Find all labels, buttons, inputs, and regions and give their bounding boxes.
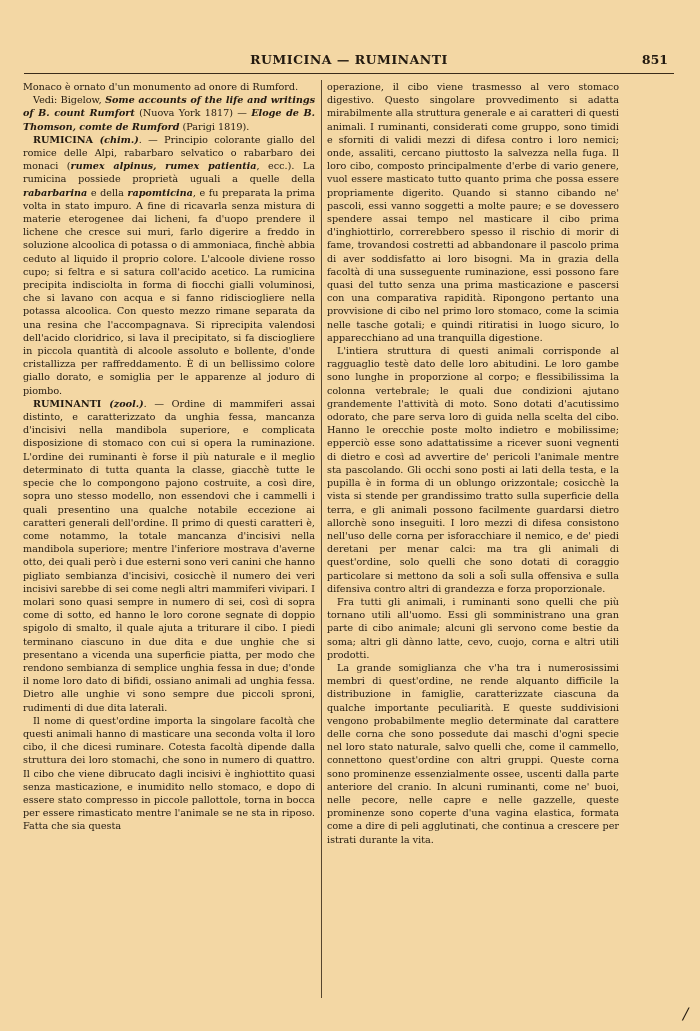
entry-tag: (chim.)	[92, 134, 139, 146]
paragraph: La grande somiglianza che v'ha tra i numerosissimi membri di quest'ordine, ne rende alquanto difficile la distribuzione in famiglie, caratterizzate ciascuna da qualche importante peculiarità. E queste suddivisioni vengono probabilmente meglio determinate dal carattere delle corna che sono possedute dai maschi d'ogni specie nel loro stato naturale, salvo quelli che, come il cammello, connettono quest'ordine con altri gruppi. Queste corna sono prominenze essenzialmente ossee, uscenti dalla parte anteriore del cranio. In alcuni ruminanti, come ne' buoi, nelle pecore, nelle capre e nelle gazzelle, queste prominenze sono coperte d'una vagina elastica, formata come a dire di peli agglutinati, che continua a crescere per istrati durante la vita.	[327, 662, 619, 846]
entry-tag: (zool.)	[101, 398, 144, 410]
header-rule	[24, 73, 674, 74]
entry-term: RUMICINA	[33, 134, 93, 146]
page-number: 851	[641, 52, 668, 67]
paragraph: Il nome di quest'ordine importa la singolare facoltà che questi animali hanno di masticare una seconda volta il loro cibo, il che dicesi ruminare. Cotesta facoltà dipende dalla struttura dei loro stomachi, che sono in numero di quattro. Il cibo che viene dibrucato dagli incisivi è inghiottito quasi senza masticazione, e inumidito nello stomaco, e dopo di essere stato compresso in piccole pallottole, torna in bocca per essere rimasticato mentre l'animale se ne sta in riposo. Fatta che sia questa	[23, 715, 315, 833]
right-column	[327, 81, 619, 847]
column-divider	[321, 80, 322, 998]
page-header	[24, 52, 674, 72]
margin-mark: /	[683, 1004, 689, 1023]
running-title: RUMICINA — RUMINANTI	[250, 52, 448, 67]
paragraph: L'intiera struttura di questi animali corrisponde al ragguaglio testè dato delle loro abitudini. Le loro gambe sono lunghe in proporzione al corpo; e flessibilissima la colonna vertebrale; le quali due condizioni ajutano grandemente l'attività di moto. Sono dotati d'acutissimo odorato, che pare serva loro di guida nella scelta del cibo. Hanno le orecchie poste molto indietro e mobilissime; epperciò esse sono adattatissime a ricever suoni vegnenti di dietro e così ad avvertire de' pericoli l'animale mentre sta pascolando. Gli occhi sono posti ai lati della testa, e la pupilla è in forma di un oblungo orizzontale; cosicchè la vista si stende per grandissimo tratto sulla superficie della terra, e gli animali possono facilmente guardarsi dietro allorchè sono inseguiti. I loro mezzi di difesa consistono nell'uso delle corna per isforacchiare il nemico, e de' piedi deretani per menar calci: ma tra gli animali di quest'ordine, solo quelli che sono dotati di coraggio particolare si mettono da soli a sol̄i sulla offensiva e sulla difensiva contro altri di grandezza e forza proporzionale.	[327, 346, 619, 595]
reference-paragraph: Vedi: Bigelow, Some accounts of the life and writings of B. count Rumfort (Nuova York 1817) — Eloge de B. Thomson, comte de Rumford (Parigi 1819).	[23, 95, 315, 133]
paragraph: operazione, il cibo viene trasmesso al vero stomaco digestivo. Questo singolare provvedimento si adatta mirabilmente alla struttura generale e ai caratteri di questi animali. I ruminanti, considerati come gruppo, sono timidi e sforniti di validi mezzi di difesa contro i loro nemici; onde, assaliti, cercano piuttosto la salvezza nella fuga. Il loro cibo, composto principalmente d'erbe di vario genere, vuol essere masticato tutto quanto prima che possa essere propriamente digerito. Quando si stanno cibando ne' pascoli, essi vanno soggetti a molte paure; e se dovessero spendere assai tempo nel masticare il cibo prima d'inghiottirlo, correrebbero spesso il rischio di morir di fame, trovandosi costretti ad abbandonare il pascolo prima di aver soddisfatto ai loro bisogni. Ma in grazia della facoltà di una susseguente ruminazione, essi possono fare quasi del tutto senza una prima masticazione e pascersi con una comparativa rapidità. Ripongono pertanto una provvisione di cibo nel primo loro stomaco, come la scimia nelle tasche gotali; e quindi ritiratisi in luogo sicuro, lo apparecchiano ad una tranquilla digestione.	[327, 82, 619, 344]
paragraph: Monaco è ornato d'un monumento ad onore di Rumford.	[23, 82, 299, 93]
entry-ruminanti: RUMINANTI (zool.). — Ordine di mammiferi assai distinto, e caratterizzato da unghia fessa, mancanza d'incisivi nella mandibola superiore, e complicata disposizione di stomaco con cui si opera la ruminazione. L'ordine dei ruminanti è forse il più naturale e il meglio determinato di tutta quanta la classe, giacchè tutte le specie che lo compongono pajono costruite, a così dire, sopra uno stesso modello, non essendovi che i cammelli i quali presentino una qualche notabile eccezione ai caratteri generali dell'ordine. Il primo di questi caratteri è, come notammo, la totale mancanza d'incisivi nella mandibola superiore; mentre l'inferiore mostrava d'averne otto, dei quali però i due esterni sono veri canini che hanno pigliato sembianza d'incisivi, cosicchè il numero dei veri incisivi sarebbe di sei come negli altri mammiferi vivipari. I molari sono quasi sempre in numero di sei, così di sopra come di sotto, ed hanno le loro corone segnate di doppio spigolo di smalto, il quale ajuta a triturare il cibo. I piedi terminano ciascuno in due dita e due unghie che si presentano a vicenda una superficie piatta, per modo che rendono sembianza di semplice unghia fessa in due; d'onde il nome loro dato di bifidi, ossiano animali ad unghia fessa. Dietro alle unghie vi sono sempre due piccoli sproni, rudimenti di due dita laterali.	[23, 398, 315, 714]
paragraph: Fra tutti gli animali, i ruminanti sono quelli che più tornano utili all'uomo. Essi gli somministrano una gran parte di cibo animale; alcuni gli servono come bestie da soma; altri gli dànno latte, cevo, cuojo, corna e altri utili prodotti.	[327, 596, 619, 661]
entry-term: RUMINANTI	[33, 398, 102, 410]
entry-rumicina: RUMICINA (chim.). — Principio colorante giallo del romice delle Alpi, rabarbaro selvatico o rabarbaro dei monaci (rumex alpinus, rumex patientia, ecc.). La rumicina possiede proprietà uguali a quelle della rabarbarina e della rapomticina, e fu preparata la prima volta in stato impuro. A fine di ricavarla senza mistura di materie eterogenee dai licheni, fa d'uopo prendere il lichene che cresce sui muri, farlo digerire a freddo in soluzione alcoolica di potassa o di ammoniaca, finchè abbia ceduto al liquido il proprio colore. L'alcoole diviene rosso cupo; si feltra e si satura coll'acido acetico. La rumicina precipita indisciolta in forma di fiocchi gialli voluminosi, che si lavano con acqua e si fanno ridisciogliere nella potassa alcoolica. Con questo mezzo rimane separata da una resina che l'accompagnava. Si riprecipita valendosi dell'acido cloridrico, si lava il precipitato, si fa disciogliere in piccola quantità di alcoole assoluto e bollente, d'onde cristallizza per raffreddamento. È di un bellissimo colore giallo dorato, e somiglia per le apparenze al joduro di piombo.	[23, 134, 315, 397]
left-column	[23, 81, 315, 834]
